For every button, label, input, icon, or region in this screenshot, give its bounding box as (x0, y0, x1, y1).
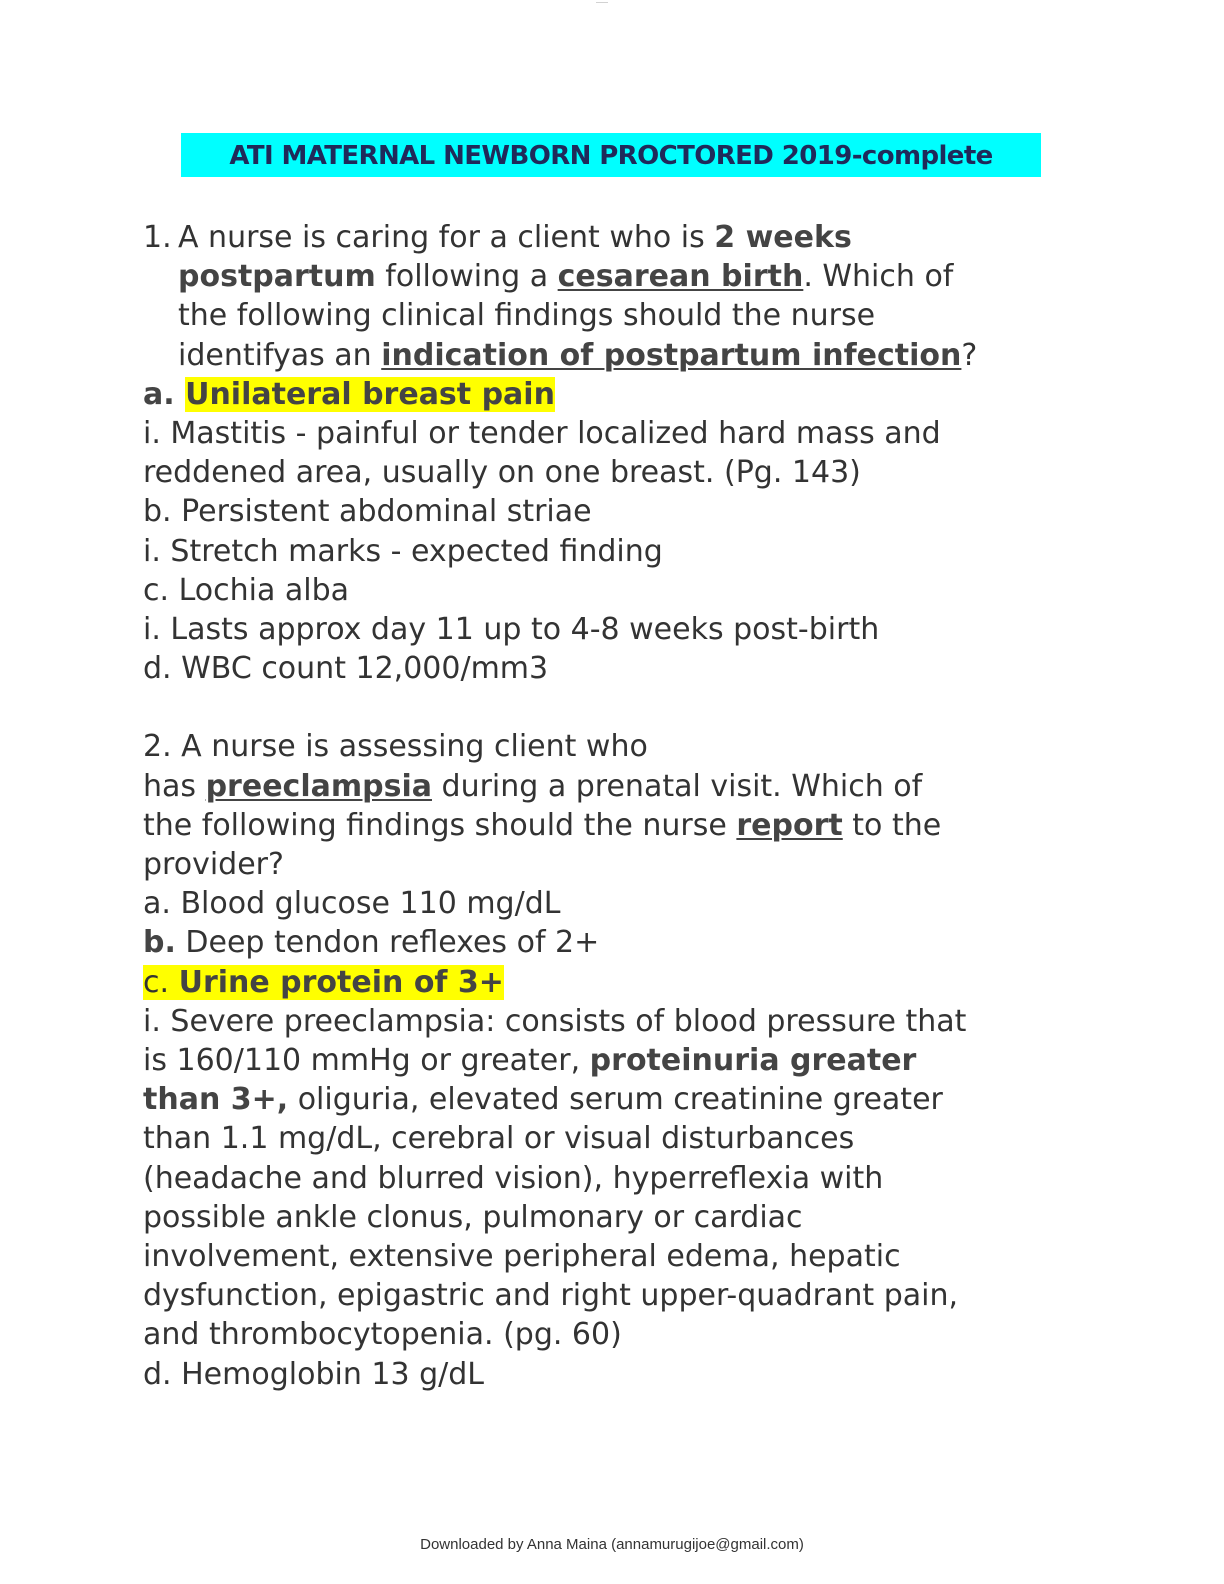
question-spacer (143, 688, 1083, 727)
q2-stem-text: the following findings should the nurse (143, 807, 737, 843)
q2-note-line-3 (143, 1080, 1083, 1119)
q2-option-b-letter: b. (143, 925, 176, 961)
q2-note-line-9: and thrombocytopenia. (pg. 60) (143, 1317, 622, 1353)
q1-stem-text: identifyas an (178, 337, 382, 373)
q2-note-line-5: (headache and blurred vision), hyperreflexia with (143, 1160, 884, 1196)
q1-stem-line-3: the following clinical findings should the nurse (178, 298, 876, 334)
q1-stem-text: . Which of (803, 259, 954, 295)
q1-stem-line-4 (143, 336, 1083, 375)
q1-stem-text: ? (961, 337, 978, 373)
q2-stem-text: has (143, 768, 206, 804)
q1-option-c-note: i. Lasts approx day 11 up to 4-8 weeks post-birth (143, 612, 880, 648)
q2-option-b-text: Deep tendon reflexes of 2+ (175, 925, 600, 961)
q2-option-b (143, 923, 1083, 962)
q1-option-a-note-1: i. Mastitis - painful or tender localized hard mass and (143, 416, 941, 452)
q1-option-a-letter: a. (143, 376, 186, 412)
q2-option-c (143, 963, 1083, 1002)
q1-stem-bold-weeks: 2 weeks (714, 220, 852, 255)
q1-correct-answer: Unilateral breast pain (185, 376, 555, 412)
q1-stem-text: A nurse is caring for a client who is (178, 220, 715, 255)
q2-note-line-2 (143, 1041, 1083, 1080)
q2-stem-text: to the (842, 807, 942, 843)
q1-stem-line-1 (143, 218, 1083, 257)
q2-note-text: oliguria, elevated serum creatinine greater (288, 1082, 943, 1118)
q1-stem-indication: indication of postpartum infection (381, 337, 962, 373)
q1-stem-text: following a (375, 259, 558, 295)
q2-option-a: a. Blood glucose 110 mg/dL (143, 886, 561, 922)
q2-stem-text: during a prenatal visit. Which of (431, 768, 923, 804)
q1-option-d: d. WBC count 12,000/mm3 (143, 651, 549, 687)
q2-correct-answer: Urine protein of 3+ (178, 964, 504, 1000)
q2-stem-line-2 (143, 767, 1083, 806)
q2-note-bold-than: than 3+, (143, 1082, 289, 1118)
q2-stem-report: report (736, 807, 843, 843)
q2-note-line-8: dysfunction, epigastric and right upper-quadrant pain, (143, 1278, 959, 1314)
q1-option-a (143, 375, 1083, 414)
q1-option-b: b. Persistent abdominal striae (143, 494, 592, 530)
q2-stem-line-1: 2. A nurse is assessing client who (143, 729, 648, 765)
q2-option-d: d. Hemoglobin 13 g/dL (143, 1356, 484, 1392)
q2-note-text: is 160/110 mmHg or greater, (143, 1043, 590, 1079)
q2-note-line-1: i. Severe preeclampsia: consists of blood pressure that (143, 1003, 967, 1039)
q2-option-c-letter: c. (143, 964, 179, 1000)
document-title: ATI MATERNAL NEWBORN PROCTORED 2019-complete (229, 141, 993, 171)
q2-stem-preeclampsia: preeclampsia (205, 768, 432, 804)
q1-stem-cesarean-birth: cesarean birth (557, 259, 804, 295)
q1-option-c: c. Lochia alba (143, 572, 350, 608)
title-highlight (181, 133, 1041, 177)
q2-stem-line-4: provider? (143, 847, 284, 883)
q2-note-line-6: possible ankle clonus, pulmonary or cardiac (143, 1199, 803, 1235)
q2-note-line-4: than 1.1 mg/dL, cerebral or visual disturbances (143, 1121, 855, 1157)
q1-stem-bold-postpartum: postpartum (178, 259, 376, 295)
q1-number: 1. (143, 220, 172, 255)
q2-stem-line-3 (143, 806, 1083, 845)
q2-note-line-7: involvement, extensive peripheral edema, hepatic (143, 1239, 901, 1275)
q1-option-a-note-2: reddened area, usually on one breast. (Pg. 143) (143, 455, 861, 491)
q2-note-bold-proteinuria: proteinuria greater (589, 1043, 917, 1079)
q1-option-b-note: i. Stretch marks - expected finding (143, 533, 663, 569)
download-footer: Downloaded by Anna Maina (annamurugijoe@gmail.com) (420, 1536, 804, 1553)
document-body (143, 218, 1083, 1394)
top-watermark-mark: —— (596, 0, 608, 6)
q1-stem-line-2 (143, 257, 1083, 296)
